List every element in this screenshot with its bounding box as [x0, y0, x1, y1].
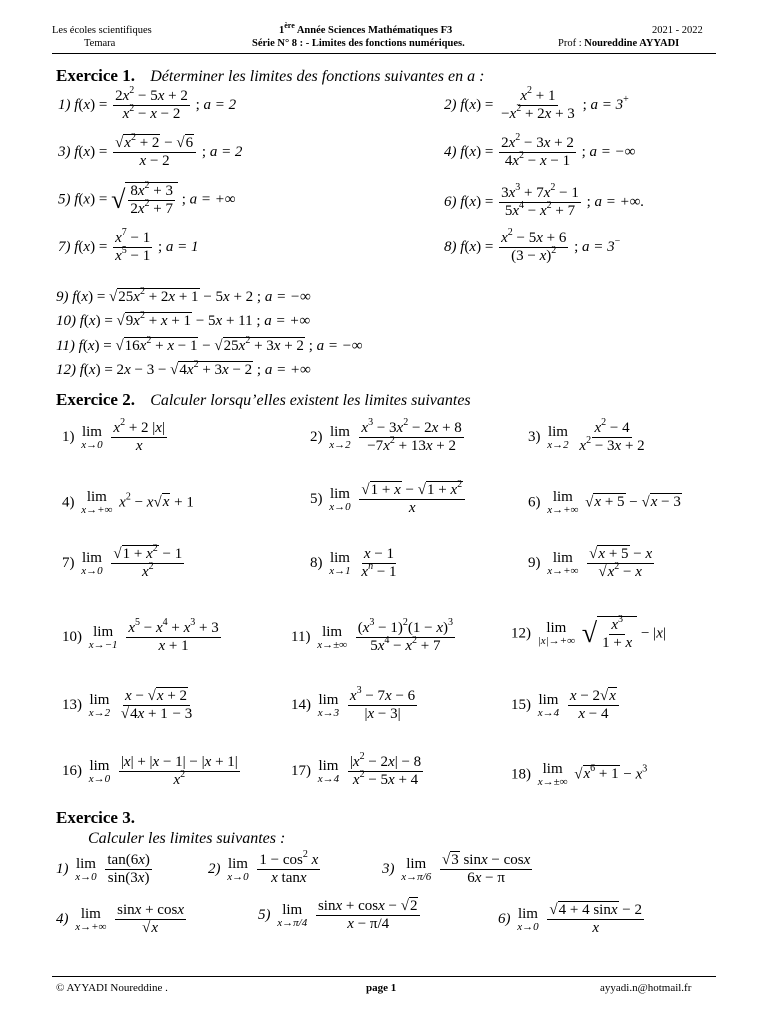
ex3-item-6: 6) lim x→0 $\frac{√4 + 4 \sin x - 2}{x}$ [498, 902, 642, 936]
exercise-2-heading: Exercice 2. Calculer lorsqu’elles existent les limites suivantes [56, 390, 471, 409]
ex2-item-11: 11) lim x→±∞ $\frac{(x^3 - 1)^2(1 - x)^3}{5x^4 - x^2 + 7}$ [291, 617, 453, 654]
teacher: Prof : Noureddine AYYADI [558, 38, 680, 49]
ex1-item-1: 1) f(x) = $\frac{2x^2 - 5x + 2}{x^2 - x - 2}$ ; a = 2 [58, 85, 237, 122]
series-title: Série N° 8 : - Limites des fonctions numériques. [252, 38, 465, 49]
exercise-3-instruction: Calculer les limites suivantes : [88, 830, 286, 847]
ex1-item-8: 8) f(x) = $\frac{x^2 - 5x + 6}{(3 - x)^2}$ ; a = 3− [444, 227, 621, 264]
footer-author: © AYYADI Noureddine . [56, 982, 168, 994]
ex2-item-3: 3) lim x→2 $\frac{x^2 - 4}{x^2 - 3x + 2}$ [528, 417, 645, 454]
ex1-item-6: 6) f(x) = $\frac{3x^3 + 7x^2 - 1}{5x^4 - x^2 + 7}$ ; a = +∞. [444, 182, 645, 219]
ex2-item-7: 7) lim x→0 $\frac{√1 + x^2 - 1}{x^2}$ [62, 543, 183, 580]
ex1-item-12: 12) $f(x) = 2x - 3 - √4x^2 + 3x - 2$ ; a = +∞ [56, 359, 311, 378]
ex1-item-2: 2) f(x) = $\frac{x^2 + 1}{-x^2 + 2x + 3}$ ; a = 3+ [444, 85, 629, 122]
ex2-item-18: 18) lim x→±∞ $√x^6 + 1 - x^3$ [511, 761, 648, 788]
ex2-item-14: 14) lim x→3 $\frac{x^3 - 7x - 6}{|x - 3|}$ [291, 685, 416, 722]
ex2-item-10: 10) lim x→−1 $\frac{x^5 - x^4 + x^3 + 3}{x + 1}$ [62, 617, 219, 654]
ex3-item-5: 5) lim x→π/4 $\frac{\sin x + \cos x - √2}{x - \pi/4}$ [258, 898, 422, 933]
ex1-item-11: 11) $f(x) = √16x^2 + x - 1 - √25x^2 + 3x + 2$ ; a = −∞ [56, 335, 363, 354]
ex3-item-1: 1) lim x→0 $\frac{\tan(6x)}{\sin(3x)}$ [56, 852, 150, 886]
ex2-item-1: 1) lim x→0 $\frac{x^2 + 2 |x|}{x}$ [62, 417, 165, 454]
ex3-item-4: 4) lim x→+∞ $\frac{\sin x + \cos x}{√x}$ [56, 902, 184, 936]
ex2-item-12: 12) lim |x|→+∞ √ $\frac{x^3}{1 + x}$ − |x| [511, 614, 666, 651]
ex1-item-3: 3) f(x) = $\frac{√x^2 + 2 - √6}{x - 2}$ ; a = 2 [58, 132, 243, 169]
header-rule [52, 53, 716, 54]
school-name: Les écoles scientifiques [52, 25, 152, 36]
ex2-item-2: 2) lim x→2 $\frac{x^3 - 3x^2 - 2x + 8}{-7x^2 + 13x + 2}$ [310, 417, 462, 454]
ex2-item-8: 8) lim x→1 $\frac{x - 1}{x^n - 1}$ [310, 546, 397, 580]
ex2-item-17: 17) lim x→4 $\frac{|x^2 - 2x| - 8}{x^2 - 5x + 4}$ [291, 751, 422, 788]
footer-page-number: page 1 [366, 982, 397, 994]
ex1-item-10: 10) $f(x) = √9x^2 + x + 1 - 5x + 11$ ; a = +∞ [56, 310, 311, 329]
ex3-item-3: 3) lim x→π/6 $\frac{√3 \sin x - \cos x}{6x - \pi}$ [382, 852, 531, 886]
ex2-item-9: 9) lim x→+∞ $\frac{√x + 5 - x}{√x^2 - x}$ [528, 546, 653, 580]
ex1-item-9: 9) $f(x) = √25x^2 + 2x + 1 - 5x + 2$ ; a = −∞ [56, 286, 311, 305]
ex2-item-5: 5) lim x→0 $\frac{√1 + x - √1 + x^2}{x}$ [310, 482, 467, 517]
ex2-item-13: 13) lim x→2 $\frac{x - √x + 2}{√4x + 1 - 3}$ [62, 688, 193, 722]
ex2-item-6: 6) lim x→+∞ √x + 5 − √x − 3 [528, 489, 681, 516]
exercise-1-heading: Exercice 1. Déterminer les limites des fonctions suivantes en a : [56, 66, 485, 85]
footer-rule [52, 976, 716, 977]
ex2-item-16: 16) lim x→0 $\frac{|x| + |x - 1| - |x + 1|}{x^2}$ [62, 754, 238, 788]
ex1-item-4: 4) f(x) = $\frac{2x^2 - 3x + 2}{4x^2 - x - 1}$ ; a = −∞ [444, 132, 636, 169]
school-year: 2021 - 2022 [652, 25, 703, 36]
exercise-3-heading: Exercice 3. [56, 808, 135, 827]
class-title: 1ère Année Sciences Mathématiques F3 [279, 21, 453, 36]
school-city: Temara [84, 38, 116, 49]
ex2-item-15: 15) lim x→4 $\frac{x - 2√x}{x - 4}$ [511, 688, 621, 723]
ex1-item-5: 5) f(x) = √ $\frac{8x^2 + 3}{2x^2 + 7}$ ; a = +∞ [58, 180, 236, 217]
ex1-item-7: 7) f(x) = $\frac{x^7 - 1}{x^5 - 1}$ ; a = 1 [58, 227, 199, 264]
ex2-item-4: 4) lim x→+∞ $x^2 - x√x + 1$ [62, 489, 194, 516]
footer-email: ayyadi.n@hotmail.fr [600, 982, 692, 994]
ex3-item-2: 2) lim x→0 $\frac{1 - \cos^2 x}{\text{x tanx}}$ [208, 849, 319, 886]
